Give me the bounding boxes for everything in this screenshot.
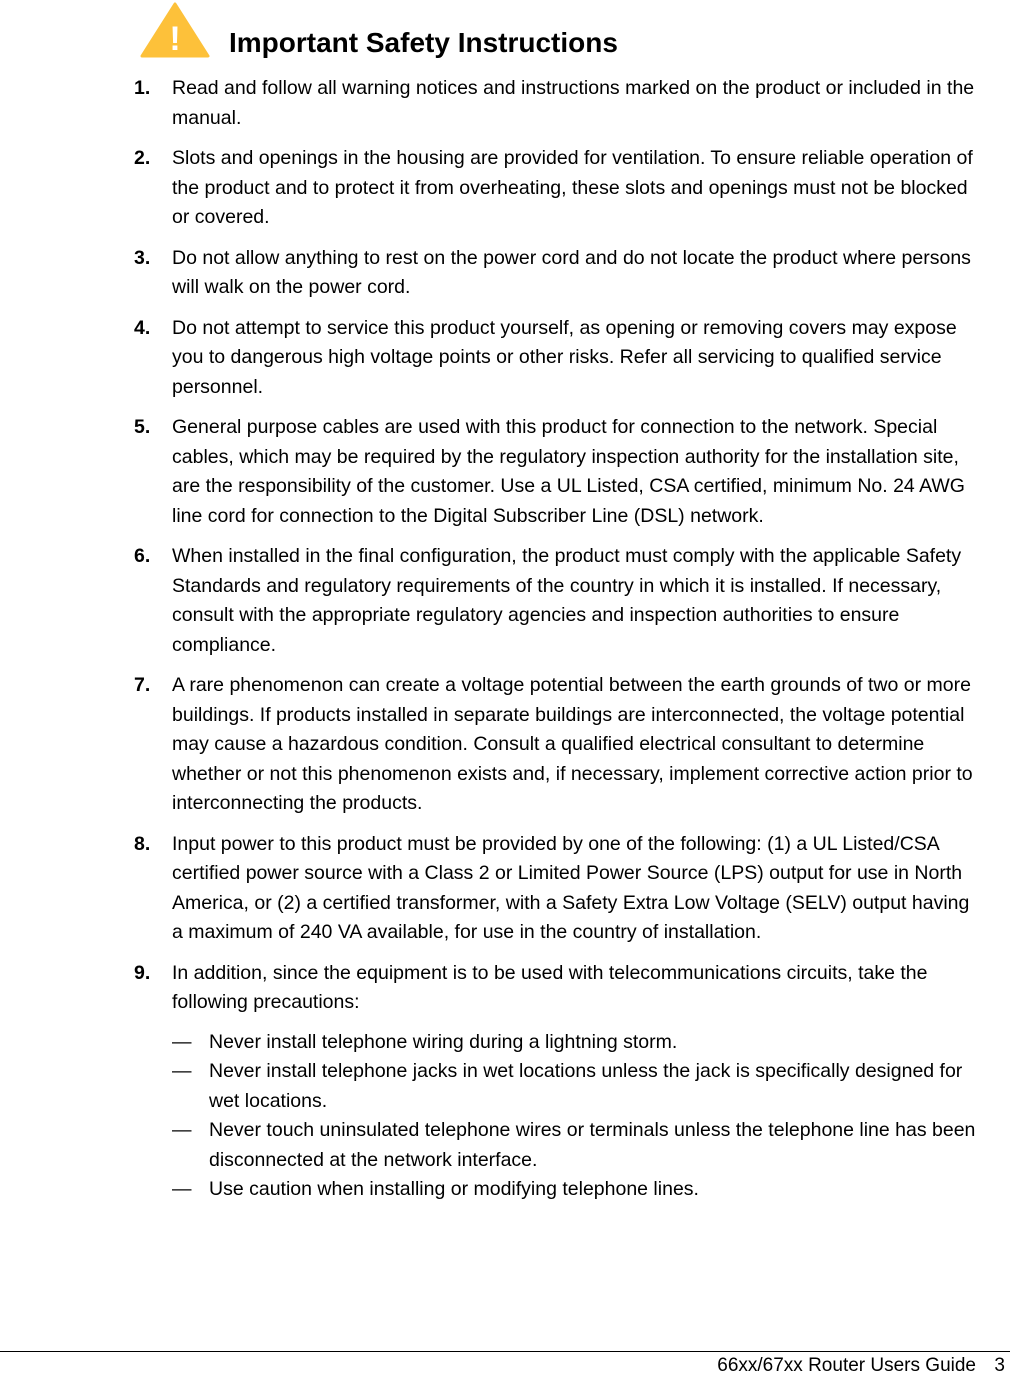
instruction-text: In addition, since the equipment is to be used with telecommunications circuits, take the following precautions: (172, 961, 928, 1013)
warning-icon (140, 2, 210, 58)
safety-instructions-list (0, 74, 1010, 1216)
precaution-item (172, 1028, 982, 1058)
dash-bullet: — (172, 1030, 192, 1053)
instruction-number: 6. (134, 545, 151, 567)
warning-icon-mark: ! (169, 20, 181, 58)
page-title: Important Safety Instructions (229, 27, 618, 58)
instruction-item (0, 830, 1010, 948)
precaution-item (172, 1175, 982, 1205)
page-number: 3 (994, 1355, 1005, 1376)
precaution-item (172, 1116, 982, 1175)
instruction-number: 8. (134, 832, 151, 855)
instruction-item (0, 413, 1010, 531)
instruction-text: Input power to this product must be provided by one of the following: (1) a UL Listed/CSA certified power source with a Class 2 or Limited Power Source (LPS) output for use in North America, or (2) a certified transformer, with a Safety Extra Low Voltage (SELV) output having a maximum of 240 VA available, for use in the country of installation. (172, 832, 970, 943)
instruction-number: 4. (134, 316, 151, 339)
instruction-text: Do not attempt to service this product yourself, as opening or removing covers may expose you to dangerous high voltage points or other risks. Refer all servicing to qualified service personnel. (172, 316, 957, 398)
footer-guide-title: 66xx/67xx Router Users Guide (717, 1355, 976, 1376)
instruction-item (0, 244, 1010, 303)
dash-bullet: — (172, 1060, 192, 1082)
instruction-number: 7. (134, 674, 151, 696)
instruction-item (0, 671, 1010, 819)
dash-bullet: — (172, 1119, 192, 1141)
instruction-number: 3. (134, 246, 151, 269)
instruction-text: General purpose cables are used with this product for connection to the network. Special cables, which may be required by the regulatory inspection authority for the installation site, are the responsibility of the customer. Use a UL Listed, CSA certified, minimum No. 24 AWG line cord for connection to the Digital Subscriber Line (DSL) network. (172, 416, 965, 527)
precaution-text: Never install telephone wiring during a lightning storm. (209, 1030, 678, 1053)
instruction-item (0, 314, 1010, 403)
instruction-item (0, 74, 1010, 133)
precaution-text: Never touch uninsulated telephone wires or terminals unless the telephone line has been disconnected at the network interface. (209, 1119, 976, 1171)
precautions-list (172, 1028, 982, 1205)
instruction-text: Read and follow all warning notices and instructions marked on the product or included in the manual. (172, 77, 975, 129)
instruction-item (0, 144, 1010, 233)
instruction-number: 9. (134, 961, 151, 984)
instruction-number: 1. (134, 77, 151, 99)
footer-divider (0, 1351, 1010, 1352)
instruction-item (0, 542, 1010, 660)
precaution-text: Use caution when installing or modifying telephone lines. (209, 1178, 699, 1200)
instruction-text: Do not allow anything to rest on the power cord and do not locate the product where persons will walk on the power cord. (172, 246, 971, 298)
precaution-text: Never install telephone jacks in wet locations unless the jack is specifically designed for wet locations. (209, 1060, 963, 1112)
instruction-item (0, 959, 1010, 1205)
instruction-number: 2. (134, 147, 151, 169)
precaution-item (172, 1057, 982, 1116)
instruction-text: Slots and openings in the housing are provided for ventilation. To ensure reliable operation of the product and to protect it from overheating, these slots and openings must not be blocked or covered. (172, 147, 973, 228)
instruction-text: When installed in the final configuration, the product must comply with the applicable Safety Standards and regulatory requirements of the country in which it is installed. If necessary, consult with the appropriate regulatory agencies and inspection authorities to ensure compliance. (172, 545, 962, 656)
dash-bullet: — (172, 1178, 192, 1200)
instruction-number: 5. (134, 416, 151, 438)
instruction-text: A rare phenomenon can create a voltage potential between the earth grounds of two or more buildings. If products installed in separate buildings are interconnected, the voltage potential may cause a hazardous condition. Consult a qualified electrical consultant to determine whether or not this phenomenon exists and, if necessary, implement corrective action prior to interconnecting the products. (172, 674, 973, 814)
